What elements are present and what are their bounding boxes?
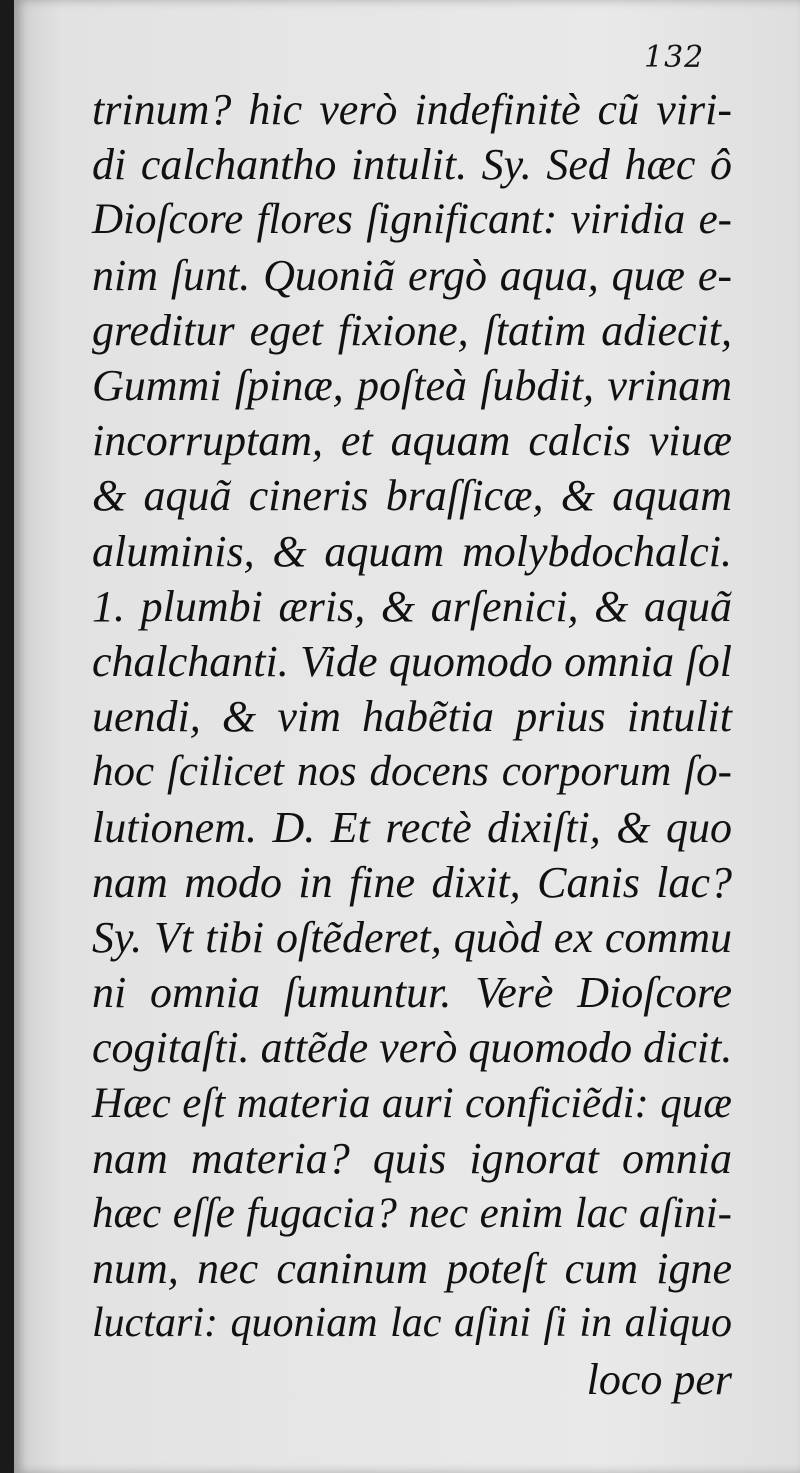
text-line-15: nam modo in fine dixit, Canis lac?	[92, 857, 732, 907]
text-line-21: hæc eſſe fugacia? nec enim lac aſini-	[92, 1190, 732, 1238]
text-line-7: incorruptam, et aquam calcis viuæ	[92, 416, 732, 466]
text-line-9: aluminis, & aquam molybdochalci.	[92, 526, 732, 576]
page-number: 132	[644, 40, 705, 75]
text-line-5: greditur eget fixione, ſtatim adiecit,	[92, 305, 732, 355]
text-line-10: 1. plumbi æris, & arſenici, & aquã	[92, 581, 732, 631]
text-line-13: hoc ſcilicet nos docens corporum ſo-	[92, 748, 732, 796]
text-line-22: num, nec caninum poteſt cum igne	[92, 1244, 732, 1294]
text-line-20: nam materia? quis ignorat omnia	[92, 1133, 732, 1183]
text-line-23: luctari: quoniam lac aſini ſi in aliquo	[92, 1300, 732, 1347]
text-line-18: cogitaſti. attẽde verò quomodo dicit.	[92, 1023, 733, 1073]
text-line-4: nim ſunt. Quoniã ergò aqua, quæ e-	[92, 250, 732, 300]
text-line-17: ni omnia ſumuntur. Verè Dioſcore	[92, 968, 732, 1018]
text-line-6: Gummi ſpinæ, poſteà ſubdit, vrinam	[92, 361, 732, 411]
text-line-14: lutionem. D. Et rectè dixiſti, & quo	[92, 802, 732, 852]
text-line-2: di calchantho intulit. Sy. Sed hæc ô	[92, 140, 732, 190]
text-line-1: trinum? hic verò indefinitè cũ viri-	[92, 85, 732, 134]
text-line-3: Dioſcore flores ſignificant: viridia e-	[92, 196, 732, 244]
text-line-8: & aquã cineris braſſicæ, & aquam	[92, 471, 732, 521]
text-line-16: Sy. Vt tibi oſtẽderet, quòd ex commu	[92, 913, 732, 963]
text-line-19: Hæc eſt materia auri conficiẽdi: quæ	[92, 1079, 732, 1127]
text-line-24-catchword: loco per	[586, 1354, 732, 1404]
book-page	[14, 0, 800, 1473]
body-text	[92, 82, 732, 1407]
text-line-11: chalchanti. Vide quomodo omnia ſol	[92, 637, 732, 687]
text-line-12: uendi, & vim habẽtia prius intulit	[92, 692, 732, 742]
